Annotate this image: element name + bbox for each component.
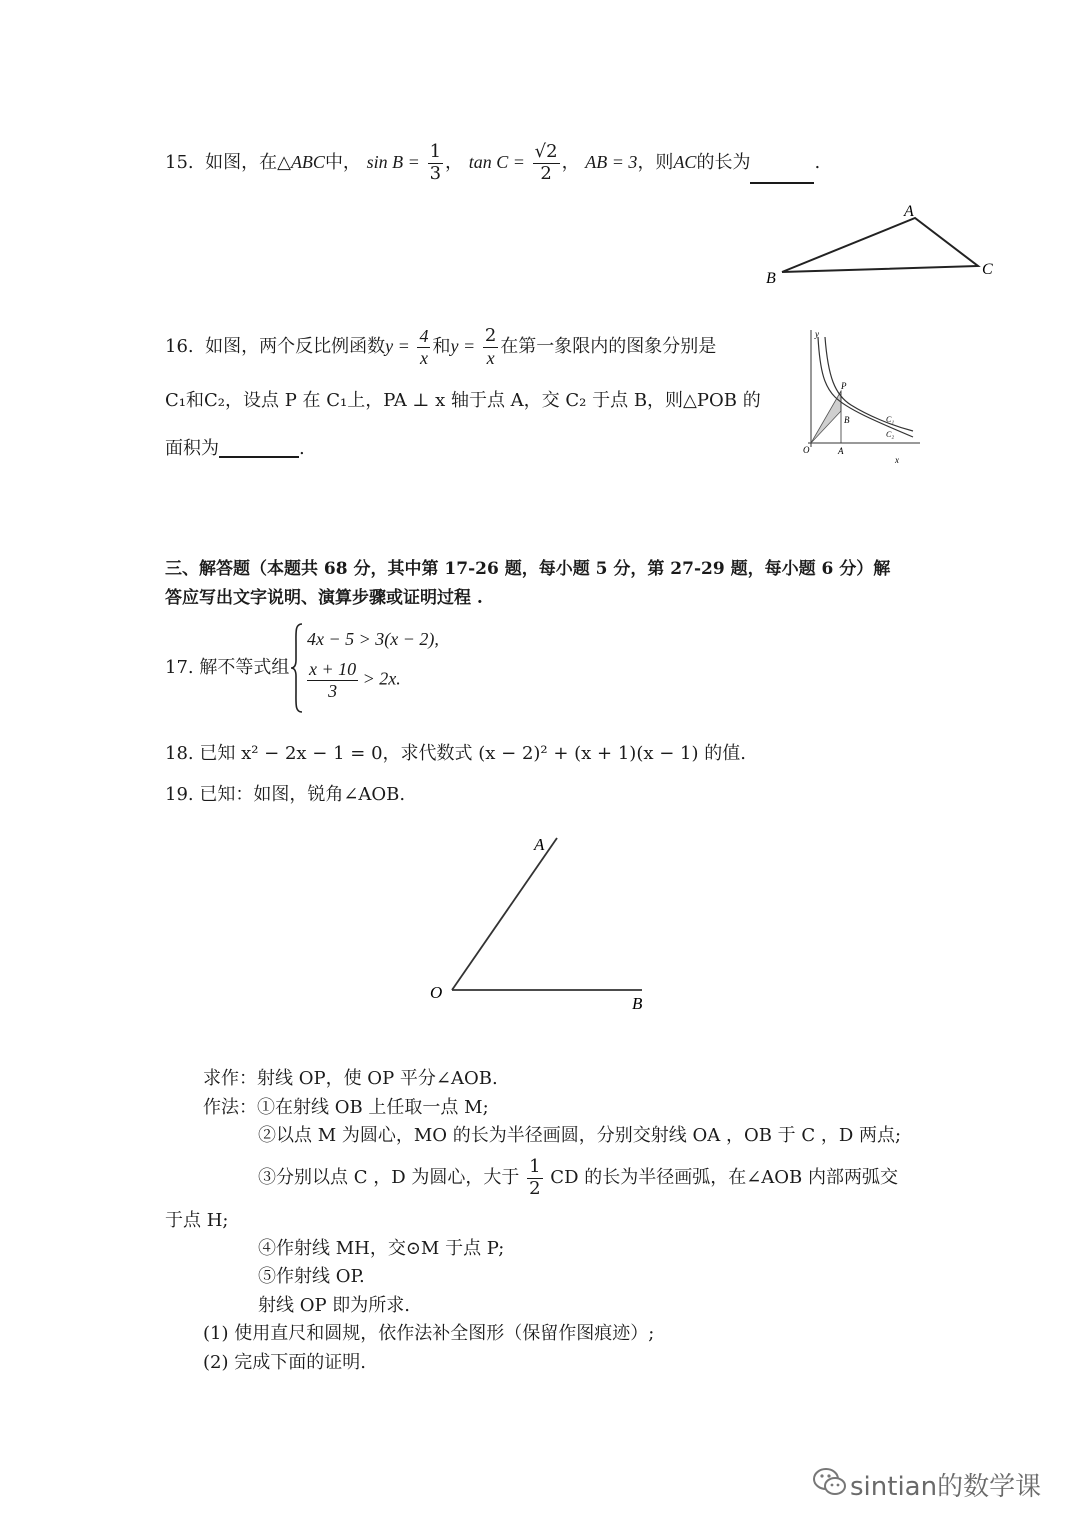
point-b-label: B: [632, 994, 643, 1013]
q19-step3: ③分别以点 C ，D 为圆心，大于 $\frac{1}{2}$ CD 的长为半径画弧，在∠AOB 内部两弧交: [258, 1156, 899, 1199]
vertex-c-label: C: [982, 261, 993, 278]
vertex-a-label: A: [904, 203, 914, 220]
q15-text: 15. 如图，在△ABC中， sin B = $\frac{1}{3}$ ， tan C = $\frac{√2}{2}$ ， AB = 3，则AC的长为 .: [165, 141, 821, 184]
x-axis-label: x: [895, 455, 899, 465]
q19-result: 射线 OP 即为所求.: [258, 1295, 411, 1316]
q19-step2: ②以点 M 为圆心，MO 的长为半径画圆，分别交射线 OA ，OB 于 C ，D 两点;: [258, 1125, 902, 1146]
q16-line2: C₁和C₂，设点 P 在 C₁上，PA ⊥ x 轴于点 A，交 C₂ 于点 B，则△POB 的: [165, 390, 761, 411]
point-a-label: A: [838, 446, 844, 456]
system-brace: [290, 622, 304, 714]
q17-label: 17. 解不等式组: [165, 657, 290, 678]
y-axis-label: y: [815, 329, 819, 339]
triangle-abc-figure: [760, 200, 1000, 295]
c1-label: C₁: [886, 415, 895, 424]
watermark-text: sintian的数学课: [850, 1472, 1042, 1502]
vertex-b-label: B: [766, 270, 776, 287]
q19-step1: 作法：①在射线 OB 上任取一点 M;: [203, 1097, 489, 1118]
inverse-function-graph: [785, 325, 925, 470]
c2-label: C₂: [886, 430, 895, 439]
section-heading: 三、解答题（本题共 68 分，其中第 17-26 题，每小题 5 分，第 27-29 题，每小题 6 分）解: [165, 559, 891, 579]
q18-text: 18. 已知 x² − 2x − 1 = 0，求代数式 (x − 2)² + (x + 1)(x − 1) 的值.: [165, 743, 746, 764]
fraction: $\frac{1}{3}$: [429, 141, 442, 184]
q17-eq1: 4x − 5 > 3(x − 2),: [307, 629, 439, 649]
fraction: $\frac{2}{x}$: [484, 325, 497, 368]
q19-step4: ④作射线 MH，交⊙M 于点 P;: [258, 1238, 505, 1259]
q16-line3: 面积为 .: [165, 438, 305, 459]
ray-oa: [452, 838, 557, 990]
triangle-edges: [782, 218, 978, 272]
answer-blank: [750, 182, 814, 184]
fraction: $\frac{√2}{2}$: [534, 141, 558, 184]
answer-blank: [219, 456, 299, 458]
point-o-label: O: [430, 983, 443, 1002]
point-p-label: P: [841, 381, 847, 391]
q19-step5: ⑤作射线 OP.: [258, 1266, 365, 1287]
section-heading-cont: 答应写出文字说明、演算步骤或证明过程 .: [165, 588, 483, 608]
angle-aob-figure: [420, 828, 660, 1018]
point-a-label: A: [534, 835, 545, 854]
q19-part1: (1) 使用直尺和圆规，依作法补全图形（保留作图痕迹）;: [203, 1323, 655, 1344]
q17-eq2: $\frac{x + 10}{3}$ > 2x.: [309, 659, 401, 701]
fraction: $\frac{1}{2}$: [529, 1156, 541, 1199]
fraction: $\frac{x + 10}{3}$: [309, 659, 357, 701]
q19-step3-cont: 于点 H;: [165, 1210, 229, 1231]
q19-intro: 19. 已知：如图，锐角∠AOB.: [165, 784, 406, 805]
wechat-icon: [812, 1466, 848, 1498]
q16-line1: 16. 如图，两个反比例函数y = $\frac{4}{x}$ 和y = $\frac{2}{x}$ 在第一象限内的图象分别是: [165, 325, 717, 368]
origin-label: O: [803, 445, 810, 455]
fraction: $\frac{4}{x}$: [419, 326, 429, 368]
point-b-label: B: [844, 415, 850, 425]
q19-part2: (2) 完成下面的证明.: [203, 1352, 366, 1373]
q19-requirement: 求作：射线 OP，使 OP 平分∠AOB.: [203, 1068, 498, 1089]
curve-c1: [825, 337, 913, 431]
curve-c2: [818, 337, 913, 437]
